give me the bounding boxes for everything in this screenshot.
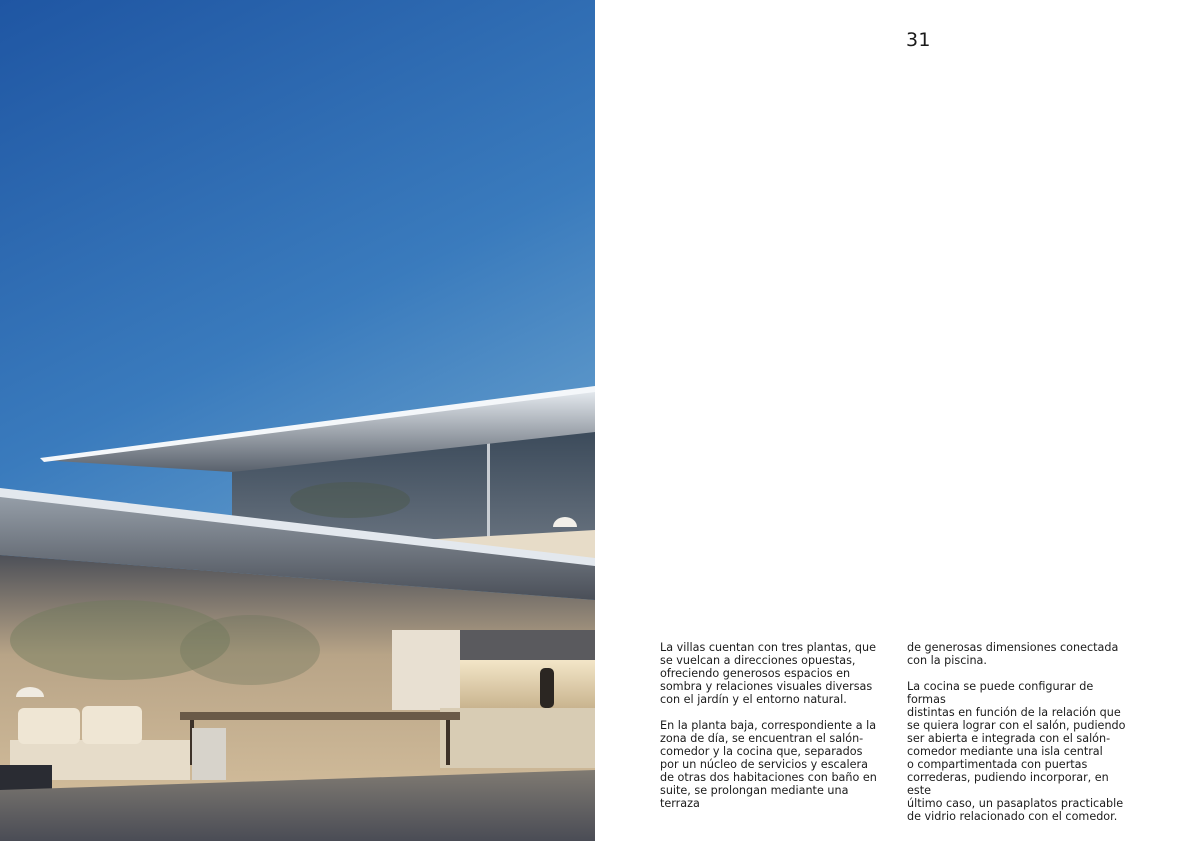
tree-reflection-center [180,615,320,685]
kitchen-upper-cabinets [460,630,595,660]
interior-wall [392,630,462,710]
glass-mullion [487,440,490,550]
paragraph: En la planta baja, correspondiente a la zona de día, se encuentran el salón- comedor y la cocina que, separados por un núcleo de servicios y escalera de otras dos habitaciones con baño en suite, se prolongan mediante una terraza [660,719,877,810]
sofa-cushion [18,708,80,744]
kitchen-island [440,708,595,768]
table-leg [446,720,450,765]
dining-table [180,712,460,720]
kitchen-backlit-wall [460,660,595,708]
text-column-left [660,641,886,823]
tree-reflection [290,482,410,518]
person-silhouette [540,668,554,708]
text-column-right [907,641,1133,836]
side-cabinet [192,728,226,780]
paragraph: de generosas dimensiones conectada con la piscina. [907,641,1119,667]
paragraph: La cocina se puede configurar de formas distintas en función de la relación que se quiera lograr con el salón, pudiendo ser abierta e integrada con el salón- comedor mediante una isla central o compartimentada con puertas correderas, pudiendo incorporar, en este último caso, un pasaplatos practicable de vidrio relacionado con el comedor. [907,680,1126,823]
paragraph: La villas cuentan con tres plantas, que se vuelcan a direcciones opuestas, ofreciendo generosos espacios en sombra y relaciones visuales diversas con el jardín y el entorno natural. [660,641,876,706]
sofa-cushion [82,706,142,744]
page-number: 31 [906,29,931,51]
